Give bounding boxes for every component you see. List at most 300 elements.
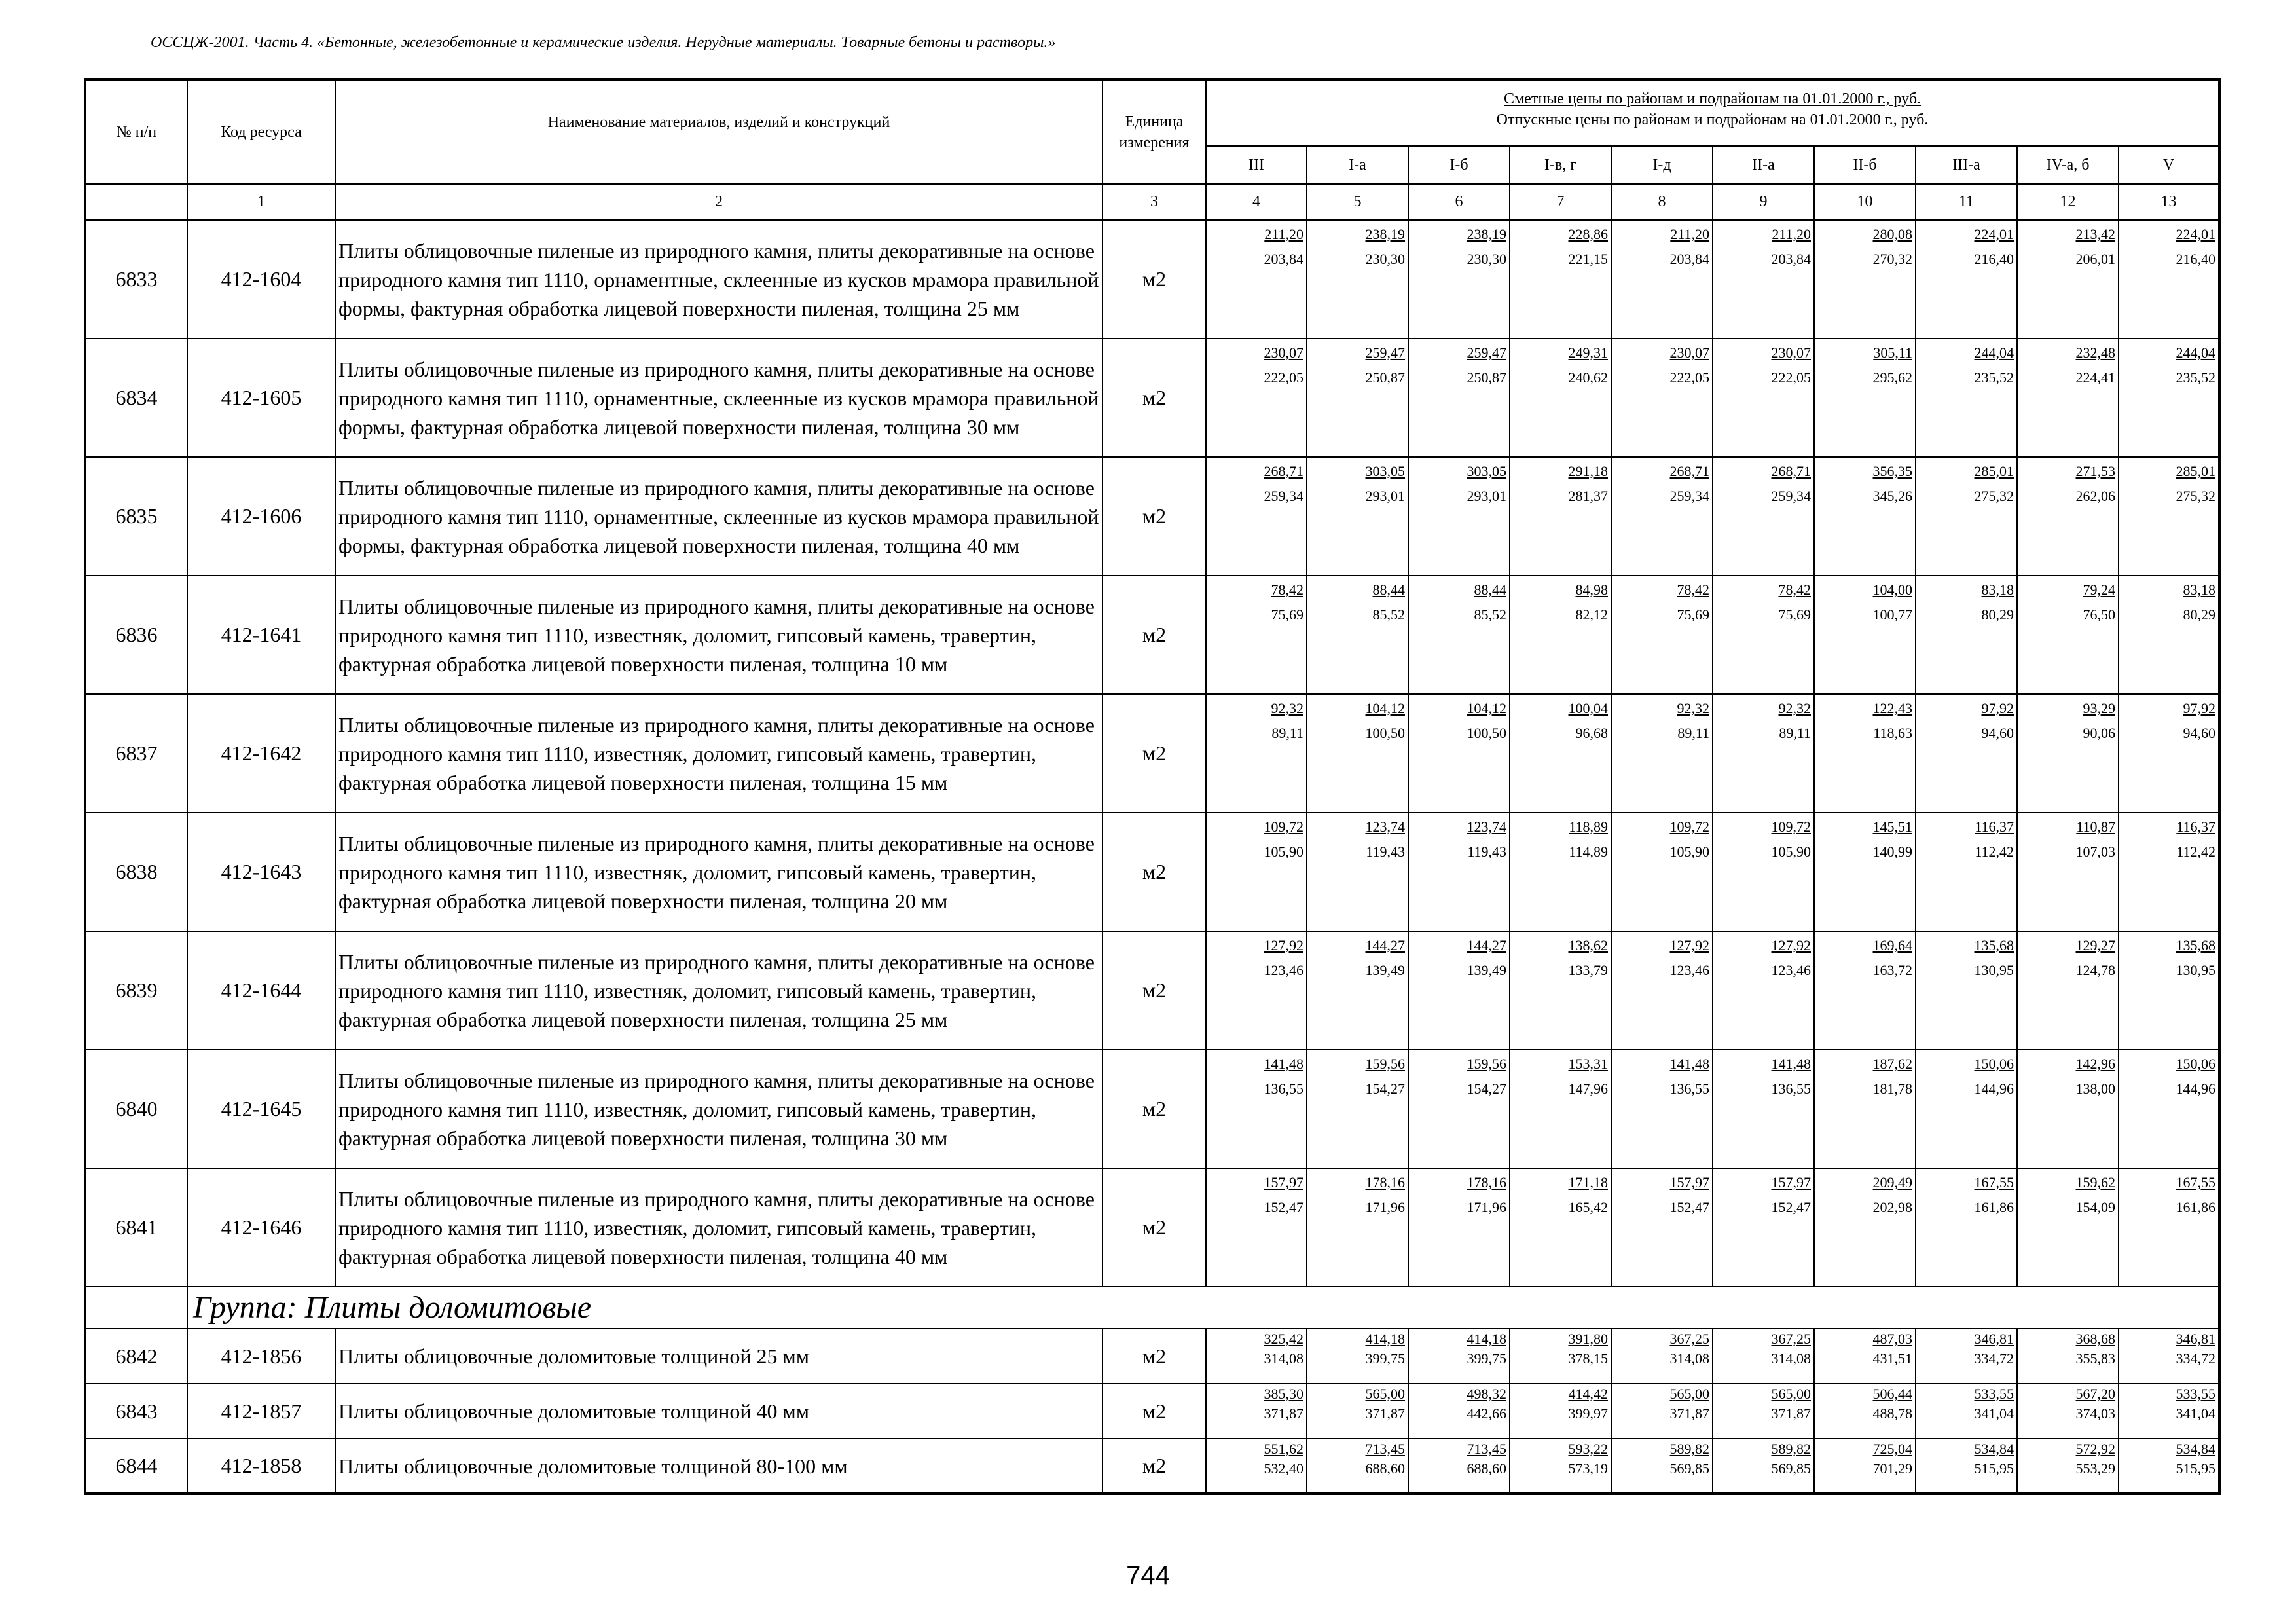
release-price: 161,86 bbox=[2176, 1199, 2216, 1215]
estimate-price: 211,20 bbox=[1772, 226, 1811, 242]
price-cell bbox=[1916, 339, 2017, 457]
estimate-price: 109,72 bbox=[1771, 819, 1811, 835]
estimate-price: 100,04 bbox=[1568, 700, 1608, 716]
price-cell bbox=[1916, 220, 2017, 339]
release-price: 152,47 bbox=[1264, 1199, 1303, 1215]
price-cell bbox=[1713, 220, 1814, 339]
estimate-price: 167,55 bbox=[2176, 1174, 2216, 1190]
price-cell bbox=[1408, 1329, 1510, 1384]
price-cell bbox=[1510, 1050, 1611, 1168]
price-cell bbox=[1510, 694, 1611, 813]
release-price: 515,95 bbox=[1974, 1460, 2014, 1477]
row-number: 6837 bbox=[85, 694, 187, 813]
price-cell bbox=[1206, 931, 1307, 1050]
release-price: 569,85 bbox=[1771, 1460, 1811, 1477]
estimate-price: 78,42 bbox=[1271, 581, 1303, 598]
price-cell bbox=[1611, 694, 1713, 813]
release-price: 240,62 bbox=[1568, 369, 1608, 386]
estimate-price: 268,71 bbox=[1264, 463, 1303, 479]
unit-of-measure: м2 bbox=[1102, 220, 1206, 339]
price-cell bbox=[1307, 220, 1408, 339]
price-cell bbox=[2017, 694, 2119, 813]
price-cell bbox=[1206, 1384, 1307, 1439]
price-cell bbox=[1916, 576, 2017, 694]
price-cell bbox=[1510, 576, 1611, 694]
material-name: Плиты облицовочные доломитовые толщиной 40 мм bbox=[335, 1384, 1102, 1439]
estimate-price: 142,96 bbox=[2075, 1056, 2115, 1072]
estimate-price: 84,98 bbox=[1575, 581, 1608, 598]
price-cell bbox=[1206, 457, 1307, 576]
release-price: 154,27 bbox=[1467, 1080, 1506, 1097]
price-cell bbox=[1307, 1384, 1408, 1439]
price-cell bbox=[1916, 1439, 2017, 1494]
material-name: Плиты облицовочные пиленые из природного камня, плиты декоративные на основе природного камня тип 1110, известняк, доломит, гипсовый камень, травертин, фактурная обработка лицевой поверхности пиленая, толщина 30 мм bbox=[335, 1050, 1102, 1168]
estimate-price: 78,42 bbox=[1677, 581, 1709, 598]
release-price: 105,90 bbox=[1264, 843, 1303, 860]
estimate-price: 356,35 bbox=[1872, 463, 1912, 479]
table-row bbox=[85, 1384, 2219, 1439]
price-cell bbox=[1713, 931, 1814, 1050]
price-cell bbox=[2119, 1050, 2219, 1168]
release-price: 216,40 bbox=[1974, 251, 2014, 267]
release-price: 75,69 bbox=[1677, 606, 1709, 623]
price-cell bbox=[1307, 931, 1408, 1050]
resource-code: 412-1641 bbox=[187, 576, 335, 694]
price-cell bbox=[1510, 1439, 1611, 1494]
estimate-price: 123,74 bbox=[1365, 819, 1405, 835]
estimate-price: 385,30 bbox=[1264, 1386, 1303, 1402]
table-row bbox=[85, 1168, 2219, 1287]
estimate-price: 589,82 bbox=[1771, 1441, 1811, 1457]
price-cell bbox=[1611, 1329, 1713, 1384]
release-price: 573,19 bbox=[1568, 1460, 1608, 1477]
estimate-price: 713,45 bbox=[1467, 1441, 1506, 1457]
table-row bbox=[85, 813, 2219, 931]
estimate-price: 159,56 bbox=[1467, 1056, 1506, 1072]
estimate-price: 238,19 bbox=[1467, 226, 1506, 242]
price-cell bbox=[1510, 1329, 1611, 1384]
unit-of-measure: м2 bbox=[1102, 1050, 1206, 1168]
estimate-price: 135,68 bbox=[2176, 937, 2216, 953]
price-cell bbox=[1307, 694, 1408, 813]
estimate-price: 244,04 bbox=[2176, 344, 2216, 361]
release-price: 222,05 bbox=[1264, 369, 1303, 386]
estimate-price: 565,00 bbox=[1669, 1386, 1709, 1402]
release-price: 136,55 bbox=[1771, 1080, 1811, 1097]
release-price: 114,89 bbox=[1569, 843, 1608, 860]
estimate-price: 224,01 bbox=[2176, 226, 2216, 242]
release-price: 75,69 bbox=[1778, 606, 1811, 623]
price-cell bbox=[1206, 576, 1307, 694]
estimate-price: 104,12 bbox=[1365, 700, 1405, 716]
price-cell bbox=[2017, 220, 2119, 339]
region-header: I-а bbox=[1307, 146, 1408, 184]
estimate-price: 178,16 bbox=[1365, 1174, 1405, 1190]
region-header: III bbox=[1206, 146, 1307, 184]
row-number: 6835 bbox=[85, 457, 187, 576]
col-header-prices bbox=[1206, 79, 2219, 146]
estimate-price: 414,18 bbox=[1365, 1331, 1405, 1347]
estimate-price: 506,44 bbox=[1872, 1386, 1912, 1402]
estimate-price: 230,07 bbox=[1669, 344, 1709, 361]
release-price: 371,87 bbox=[1771, 1405, 1811, 1422]
estimate-price: 238,19 bbox=[1365, 226, 1405, 242]
column-number: 3 bbox=[1102, 184, 1206, 220]
price-cell bbox=[1611, 1050, 1713, 1168]
resource-code: 412-1857 bbox=[187, 1384, 335, 1439]
price-cell bbox=[1408, 576, 1510, 694]
price-cell bbox=[1408, 220, 1510, 339]
price-cell bbox=[1713, 457, 1814, 576]
material-name: Плиты облицовочные доломитовые толщиной 80-100 мм bbox=[335, 1439, 1102, 1494]
price-cell bbox=[1206, 1439, 1307, 1494]
price-cell bbox=[1408, 813, 1510, 931]
group-row bbox=[85, 1287, 2219, 1329]
release-price: 202,98 bbox=[1872, 1199, 1912, 1215]
price-cell bbox=[2119, 1384, 2219, 1439]
estimate-price: 346,81 bbox=[1974, 1331, 2014, 1347]
price-cell bbox=[1916, 1168, 2017, 1287]
resource-code: 412-1605 bbox=[187, 339, 335, 457]
release-price: 371,87 bbox=[1365, 1405, 1405, 1422]
price-cell bbox=[1814, 694, 1916, 813]
estimate-price: 285,01 bbox=[2176, 463, 2216, 479]
estimate-price: 141,48 bbox=[1264, 1056, 1303, 1072]
release-price: 154,09 bbox=[2075, 1199, 2115, 1215]
estimate-price: 572,92 bbox=[2075, 1441, 2115, 1457]
price-cell bbox=[1916, 813, 2017, 931]
price-cell bbox=[1307, 813, 1408, 931]
estimate-price: 88,44 bbox=[1474, 581, 1506, 598]
release-price: 222,05 bbox=[1771, 369, 1811, 386]
estimate-price: 209,49 bbox=[1872, 1174, 1912, 1190]
release-price: 75,69 bbox=[1271, 606, 1303, 623]
release-price: 133,79 bbox=[1568, 962, 1608, 978]
estimate-price: 230,07 bbox=[1771, 344, 1811, 361]
release-price: 345,26 bbox=[1872, 488, 1912, 504]
release-price: 152,47 bbox=[1771, 1199, 1811, 1215]
unit-of-measure: м2 bbox=[1102, 1329, 1206, 1384]
price-cell bbox=[1814, 457, 1916, 576]
estimate-price: 228,86 bbox=[1568, 226, 1608, 242]
release-price: 118,63 bbox=[1873, 725, 1912, 741]
release-price: 165,42 bbox=[1568, 1199, 1608, 1215]
material-name: Плиты облицовочные пиленые из природного камня, плиты декоративные на основе природного камня тип 1110, известняк, доломит, гипсовый камень, травертин, фактурная обработка лицевой поверхности пиленая, толщина 25 мм bbox=[335, 931, 1102, 1050]
price-cell bbox=[1814, 576, 1916, 694]
estimate-price: 593,22 bbox=[1568, 1441, 1608, 1457]
table-row bbox=[85, 220, 2219, 339]
release-price: 334,72 bbox=[2176, 1350, 2216, 1367]
release-price: 100,77 bbox=[1872, 606, 1912, 623]
estimate-price: 534,84 bbox=[2176, 1441, 2216, 1457]
material-name: Плиты облицовочные пиленые из природного камня, плиты декоративные на основе природного камня тип 1110, известняк, доломит, гипсовый камень, травертин, фактурная обработка лицевой поверхности пиленая, толщина 20 мм bbox=[335, 813, 1102, 931]
estimate-price: 153,31 bbox=[1568, 1056, 1608, 1072]
release-price: 275,32 bbox=[1974, 488, 2014, 504]
unit-of-measure: м2 bbox=[1102, 813, 1206, 931]
price-cell bbox=[1408, 931, 1510, 1050]
table-body bbox=[85, 220, 2219, 1494]
estimate-price: 145,51 bbox=[1872, 819, 1912, 835]
estimate-price: 104,00 bbox=[1872, 581, 1912, 598]
row-number: 6844 bbox=[85, 1439, 187, 1494]
release-price: 152,47 bbox=[1669, 1199, 1709, 1215]
release-price: 341,04 bbox=[1974, 1405, 2014, 1422]
release-price: 293,01 bbox=[1365, 488, 1405, 504]
price-cell bbox=[1814, 1168, 1916, 1287]
release-price: 532,40 bbox=[1264, 1460, 1303, 1477]
estimate-price: 97,92 bbox=[1981, 700, 2014, 716]
release-price: 124,78 bbox=[2075, 962, 2115, 978]
resource-code: 412-1856 bbox=[187, 1329, 335, 1384]
release-price: 85,52 bbox=[1372, 606, 1405, 623]
col-header-name: Наименование материалов, изделий и конструкций bbox=[335, 79, 1102, 184]
estimate-price: 127,92 bbox=[1264, 937, 1303, 953]
price-cell bbox=[1510, 813, 1611, 931]
release-price: 139,49 bbox=[1467, 962, 1506, 978]
release-price: 222,05 bbox=[1669, 369, 1709, 386]
row-number: 6833 bbox=[85, 220, 187, 339]
release-price: 431,51 bbox=[1872, 1350, 1912, 1367]
region-header: III-а bbox=[1916, 146, 2017, 184]
release-price: 154,27 bbox=[1365, 1080, 1405, 1097]
price-cell bbox=[1814, 1329, 1916, 1384]
price-cell bbox=[1408, 457, 1510, 576]
price-cell bbox=[1408, 1050, 1510, 1168]
resource-code: 412-1858 bbox=[187, 1439, 335, 1494]
price-cell bbox=[2119, 1439, 2219, 1494]
release-price: 374,03 bbox=[2075, 1405, 2115, 1422]
estimate-price: 414,18 bbox=[1467, 1331, 1506, 1347]
resource-code: 412-1604 bbox=[187, 220, 335, 339]
release-price: 259,34 bbox=[1771, 488, 1811, 504]
release-price: 130,95 bbox=[1974, 962, 2014, 978]
release-price: 89,11 bbox=[1677, 725, 1709, 741]
estimate-price: 232,48 bbox=[2075, 344, 2115, 361]
release-price: 203,84 bbox=[1771, 251, 1811, 267]
estimate-price: 567,20 bbox=[2075, 1386, 2115, 1402]
price-cell bbox=[1408, 694, 1510, 813]
release-price: 161,86 bbox=[1974, 1199, 2014, 1215]
price-cell bbox=[1713, 1384, 1814, 1439]
estimate-price: 127,92 bbox=[1771, 937, 1811, 953]
unit-of-measure: м2 bbox=[1102, 1439, 1206, 1494]
estimate-price: 169,64 bbox=[1872, 937, 1912, 953]
release-price: 334,72 bbox=[1974, 1350, 2014, 1367]
price-cell bbox=[2017, 457, 2119, 576]
release-price: 293,01 bbox=[1467, 488, 1506, 504]
column-number: 8 bbox=[1611, 184, 1713, 220]
estimate-price: 110,87 bbox=[2076, 819, 2115, 835]
column-number: 10 bbox=[1814, 184, 1916, 220]
price-table-wrapper bbox=[84, 78, 2216, 1495]
estimate-price: 259,47 bbox=[1467, 344, 1506, 361]
estimate-price: 122,43 bbox=[1872, 700, 1912, 716]
column-number: 7 bbox=[1510, 184, 1611, 220]
price-cell bbox=[1713, 813, 1814, 931]
release-price: 85,52 bbox=[1474, 606, 1506, 623]
release-price: 314,08 bbox=[1669, 1350, 1709, 1367]
table-row bbox=[85, 576, 2219, 694]
release-price: 688,60 bbox=[1365, 1460, 1405, 1477]
release-price: 250,87 bbox=[1467, 369, 1506, 386]
release-price: 230,30 bbox=[1467, 251, 1506, 267]
price-cell bbox=[1206, 1050, 1307, 1168]
price-cell bbox=[1611, 339, 1713, 457]
release-price: 89,11 bbox=[1779, 725, 1811, 741]
row-number: 6842 bbox=[85, 1329, 187, 1384]
release-price: 221,15 bbox=[1568, 251, 1608, 267]
release-price: 147,96 bbox=[1568, 1080, 1608, 1097]
region-header: II-б bbox=[1814, 146, 1916, 184]
column-number: 1 bbox=[187, 184, 335, 220]
column-number: 13 bbox=[2119, 184, 2219, 220]
estimate-price: 159,62 bbox=[2075, 1174, 2115, 1190]
material-name: Плиты облицовочные доломитовые толщиной 25 мм bbox=[335, 1329, 1102, 1384]
resource-code: 412-1644 bbox=[187, 931, 335, 1050]
estimate-price: 211,20 bbox=[1670, 226, 1709, 242]
release-price: 275,32 bbox=[2176, 488, 2216, 504]
material-name: Плиты облицовочные пиленые из природного камня, плиты декоративные на основе природного камня тип 1110, орнаментные, склеенные из кусков мрамора правильной формы, фактурная обработка лицевой поверхности пиленая, толщина 30 мм bbox=[335, 339, 1102, 457]
estimate-price: 93,29 bbox=[2083, 700, 2115, 716]
release-price: 136,55 bbox=[1264, 1080, 1303, 1097]
release-price: 119,43 bbox=[1366, 843, 1405, 860]
estimate-price: 268,71 bbox=[1669, 463, 1709, 479]
price-cell bbox=[1307, 576, 1408, 694]
col-header-num: № п/п bbox=[85, 79, 187, 184]
resource-code: 412-1643 bbox=[187, 813, 335, 931]
price-cell bbox=[1611, 1168, 1713, 1287]
estimate-price: 213,42 bbox=[2075, 226, 2115, 242]
group-empty-cell bbox=[85, 1287, 187, 1329]
release-price: 123,46 bbox=[1669, 962, 1709, 978]
price-cell bbox=[1206, 1168, 1307, 1287]
estimate-price: 291,18 bbox=[1568, 463, 1608, 479]
estimate-price: 92,32 bbox=[1271, 700, 1303, 716]
estimate-price: 565,00 bbox=[1771, 1386, 1811, 1402]
price-cell bbox=[1408, 1439, 1510, 1494]
col-header-unit-line2: измерения bbox=[1119, 134, 1190, 151]
price-cell bbox=[2119, 1329, 2219, 1384]
release-price: 105,90 bbox=[1669, 843, 1709, 860]
price-cell bbox=[1206, 813, 1307, 931]
material-name: Плиты облицовочные пиленые из природного камня, плиты декоративные на основе природного камня тип 1110, известняк, доломит, гипсовый камень, травертин, фактурная обработка лицевой поверхности пиленая, толщина 40 мм bbox=[335, 1168, 1102, 1287]
release-price: 688,60 bbox=[1467, 1460, 1506, 1477]
price-table bbox=[84, 78, 2221, 1495]
price-cell bbox=[1713, 1329, 1814, 1384]
estimate-price: 92,32 bbox=[1778, 700, 1811, 716]
estimate-price: 116,37 bbox=[1975, 819, 2014, 835]
col-header-unit-line1: Единица bbox=[1125, 113, 1184, 130]
estimate-price: 78,42 bbox=[1778, 581, 1811, 598]
price-cell bbox=[1611, 576, 1713, 694]
price-cell bbox=[1408, 1384, 1510, 1439]
column-number-row bbox=[85, 184, 2219, 220]
row-number: 6838 bbox=[85, 813, 187, 931]
price-cell bbox=[1814, 339, 1916, 457]
material-name: Плиты облицовочные пиленые из природного камня, плиты декоративные на основе природного камня тип 1110, известняк, доломит, гипсовый камень, травертин, фактурная обработка лицевой поверхности пиленая, толщина 15 мм bbox=[335, 694, 1102, 813]
release-price: 314,08 bbox=[1771, 1350, 1811, 1367]
resource-code: 412-1642 bbox=[187, 694, 335, 813]
price-cell bbox=[1307, 1329, 1408, 1384]
estimate-price: 83,18 bbox=[1981, 581, 2014, 598]
release-price: 203,84 bbox=[1264, 251, 1303, 267]
estimate-price: 367,25 bbox=[1669, 1331, 1709, 1347]
release-price: 163,72 bbox=[1872, 962, 1912, 978]
release-price: 701,29 bbox=[1872, 1460, 1912, 1477]
release-price: 216,40 bbox=[2176, 251, 2216, 267]
price-cell bbox=[1713, 1050, 1814, 1168]
resource-code: 412-1606 bbox=[187, 457, 335, 576]
estimate-price: 725,04 bbox=[1872, 1441, 1912, 1457]
price-cell bbox=[2017, 813, 2119, 931]
release-price: 399,75 bbox=[1467, 1350, 1506, 1367]
col-header-unit bbox=[1102, 79, 1206, 184]
material-name: Плиты облицовочные пиленые из природного камня, плиты декоративные на основе природного камня тип 1110, орнаментные, склеенные из кусков мрамора правильной формы, фактурная обработка лицевой поверхности пиленая, толщина 25 мм bbox=[335, 220, 1102, 339]
release-price: 171,96 bbox=[1467, 1199, 1506, 1215]
page-number: 744 bbox=[1126, 1561, 1170, 1590]
region-header: V bbox=[2119, 146, 2219, 184]
release-price: 82,12 bbox=[1575, 606, 1608, 623]
unit-of-measure: м2 bbox=[1102, 339, 1206, 457]
estimate-price: 285,01 bbox=[1974, 463, 2014, 479]
release-price: 144,96 bbox=[2176, 1080, 2216, 1097]
release-price: 94,60 bbox=[2183, 725, 2216, 741]
table-row bbox=[85, 694, 2219, 813]
release-price: 250,87 bbox=[1365, 369, 1405, 386]
price-cell bbox=[1206, 694, 1307, 813]
table-row bbox=[85, 339, 2219, 457]
estimate-price: 150,06 bbox=[1974, 1056, 2014, 1072]
release-price: 569,85 bbox=[1669, 1460, 1709, 1477]
release-price: 341,04 bbox=[2176, 1405, 2216, 1422]
release-price: 100,50 bbox=[1365, 725, 1405, 741]
release-price: 399,75 bbox=[1365, 1350, 1405, 1367]
column-number: 6 bbox=[1408, 184, 1510, 220]
column-number: 4 bbox=[1206, 184, 1307, 220]
row-number: 6843 bbox=[85, 1384, 187, 1439]
release-price: 130,95 bbox=[2176, 962, 2216, 978]
release-price: 371,87 bbox=[1264, 1405, 1303, 1422]
estimate-price: 325,42 bbox=[1264, 1331, 1303, 1347]
release-price: 270,32 bbox=[1872, 251, 1912, 267]
price-cell bbox=[1611, 1384, 1713, 1439]
table-row bbox=[85, 457, 2219, 576]
table-row bbox=[85, 1439, 2219, 1494]
price-cell bbox=[1916, 931, 2017, 1050]
release-price: 224,41 bbox=[2075, 369, 2115, 386]
price-cell bbox=[1814, 813, 1916, 931]
region-header: II-а bbox=[1713, 146, 1814, 184]
price-cell bbox=[1814, 931, 1916, 1050]
release-price: 112,42 bbox=[2176, 843, 2216, 860]
prices-subtitle: Отпускные цены по районам и подрайонам на 01.01.2000 г., руб. bbox=[1496, 111, 1929, 128]
price-cell bbox=[2119, 339, 2219, 457]
release-price: 371,87 bbox=[1669, 1405, 1709, 1422]
estimate-price: 97,92 bbox=[2183, 700, 2216, 716]
price-cell bbox=[1307, 1168, 1408, 1287]
price-cell bbox=[1713, 1168, 1814, 1287]
estimate-price: 157,97 bbox=[1771, 1174, 1811, 1190]
estimate-price: 244,04 bbox=[1974, 344, 2014, 361]
estimate-price: 123,74 bbox=[1467, 819, 1506, 835]
release-price: 488,78 bbox=[1872, 1405, 1912, 1422]
release-price: 138,00 bbox=[2075, 1080, 2115, 1097]
column-number: 11 bbox=[1916, 184, 2017, 220]
region-header: I-в, г bbox=[1510, 146, 1611, 184]
resource-code: 412-1645 bbox=[187, 1050, 335, 1168]
release-price: 281,37 bbox=[1568, 488, 1608, 504]
release-price: 355,83 bbox=[2075, 1350, 2115, 1367]
